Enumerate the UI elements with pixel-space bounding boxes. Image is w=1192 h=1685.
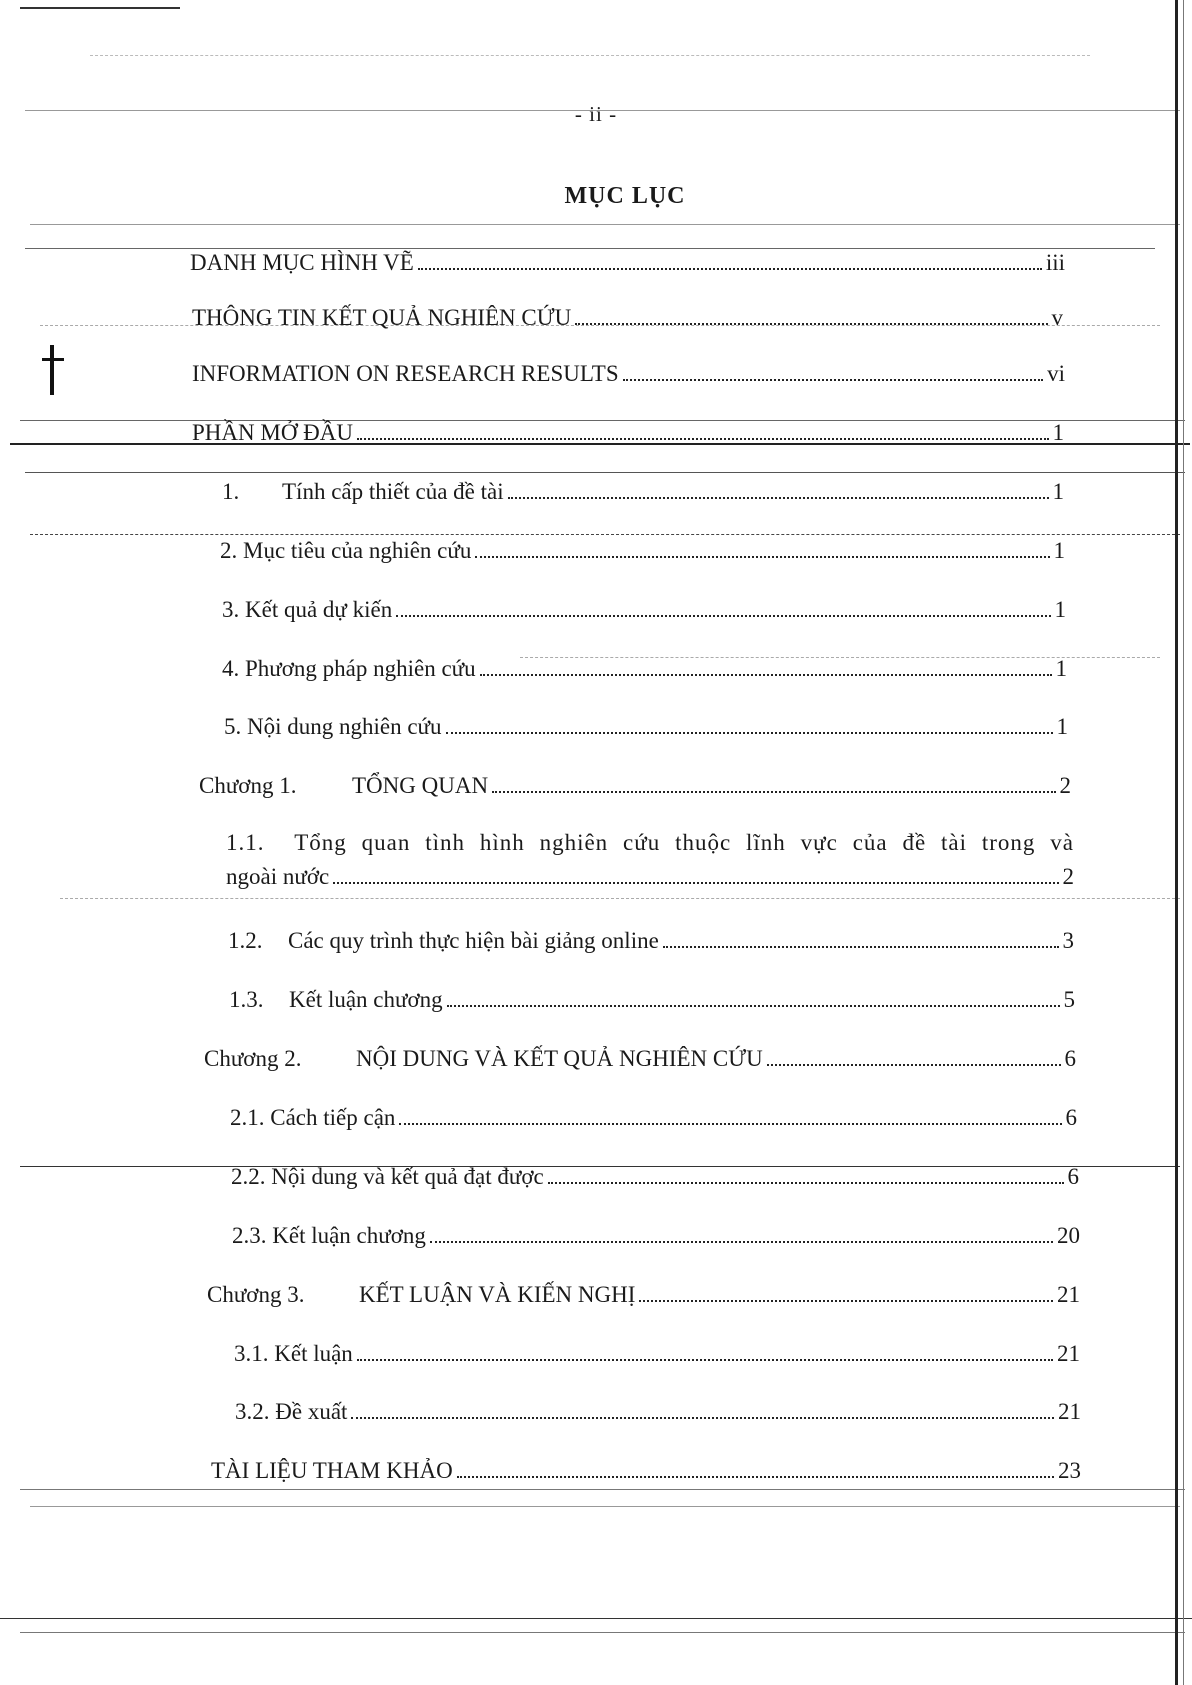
toc-entry-page: 3 xyxy=(1062,928,1074,953)
toc-entry-page: 6 xyxy=(1064,1046,1076,1071)
dot-leader xyxy=(475,556,1049,558)
toc-entry-title: Tổng quan tình hình nghiên cứu thuộc lĩnh vực của đề tài trong và xyxy=(294,830,1074,855)
toc-entry-title: KẾT LUẬN VÀ KIẾN NGHỊ xyxy=(359,1282,636,1307)
scan-line xyxy=(30,534,1180,535)
toc-entry[interactable] xyxy=(235,1397,1081,1427)
scan-line xyxy=(20,1632,1185,1633)
toc-entry[interactable] xyxy=(199,771,1071,801)
dot-leader xyxy=(639,1300,1053,1302)
scan-line xyxy=(20,1489,1185,1490)
dot-leader xyxy=(548,1182,1064,1184)
dot-leader xyxy=(457,1476,1054,1478)
toc-entry-page: 20 xyxy=(1057,1223,1080,1248)
scan-line xyxy=(30,1506,1180,1507)
toc-entry-number: 1. xyxy=(222,479,240,504)
toc-entry-title: Tính cấp thiết của đề tài xyxy=(282,479,504,504)
toc-entry-page: 2 xyxy=(1059,773,1071,798)
toc-entry[interactable] xyxy=(226,826,1074,894)
toc-entry[interactable] xyxy=(232,1221,1080,1251)
toc-entry-title: INFORMATION ON RESEARCH RESULTS xyxy=(192,361,619,386)
page-edge xyxy=(1183,0,1184,1685)
toc-entry-number: Chương 2. xyxy=(204,1046,302,1071)
dot-leader xyxy=(767,1064,1061,1066)
page-edge xyxy=(1175,0,1178,1685)
dot-leader xyxy=(351,1417,1054,1419)
scan-line xyxy=(0,1618,1192,1619)
scan-line xyxy=(60,898,1180,899)
toc-entry-page: 1 xyxy=(1056,714,1068,739)
toc-entry-title: 4. Phương pháp nghiên cứu xyxy=(222,656,476,681)
toc-entry-title: 3.2. Đề xuất xyxy=(235,1399,348,1424)
dot-leader xyxy=(575,323,1047,325)
toc-entry-title: Các quy trình thực hiện bài giảng online xyxy=(288,928,659,953)
toc-entry-title: 2.3. Kết luận chương xyxy=(232,1223,426,1248)
dot-leader xyxy=(663,946,1059,948)
toc-entry-number: 1.3. xyxy=(229,987,264,1012)
toc-entry-title: 3.1. Kết luận xyxy=(234,1341,353,1366)
toc-entry[interactable] xyxy=(220,536,1065,566)
toc-entry[interactable] xyxy=(231,1162,1079,1192)
toc-entry[interactable] xyxy=(190,248,1065,278)
toc-entry-title: TÀI LIỆU THAM KHẢO xyxy=(211,1458,453,1483)
toc-entry[interactable] xyxy=(192,418,1064,448)
toc-entry-page: 23 xyxy=(1058,1458,1081,1483)
toc-entry-title: 3. Kết quả dự kiến xyxy=(222,597,393,622)
toc-entry-number: 1.2. xyxy=(228,928,263,953)
toc-entry-number: Chương 1. xyxy=(199,773,297,798)
margin-mark xyxy=(50,345,54,395)
toc-entry[interactable] xyxy=(230,1103,1077,1133)
dot-leader xyxy=(492,791,1055,793)
page-title: MỤC LỤC xyxy=(564,183,686,209)
toc-entry-title: THÔNG TIN KẾT QUẢ NGHIÊN CỨU xyxy=(192,305,572,330)
scan-line xyxy=(30,224,1180,225)
toc-entry-title: 2. Mục tiêu của nghiên cứu xyxy=(220,538,472,563)
toc-entry[interactable] xyxy=(222,654,1067,684)
toc-entry[interactable] xyxy=(211,1456,1081,1486)
toc-entry-page: 5 xyxy=(1063,987,1075,1012)
toc-entry-page: vi xyxy=(1047,361,1065,386)
toc-entry-number: Chương 3. xyxy=(207,1282,305,1307)
margin-mark xyxy=(42,358,64,361)
dot-leader xyxy=(418,268,1042,270)
toc-entry-page: 21 xyxy=(1058,1399,1081,1424)
toc-entry-title: ngoài nước xyxy=(226,864,330,889)
toc-entry-title: 2.1. Cách tiếp cận xyxy=(230,1105,396,1130)
toc-entry-page: 2 xyxy=(1062,864,1074,889)
dot-leader xyxy=(447,1005,1060,1007)
page-number: - ii - xyxy=(574,102,618,126)
scan-line xyxy=(25,472,1185,473)
toc-entry-title: TỔNG QUAN xyxy=(352,773,489,798)
toc-entry-title: NỘI DUNG VÀ KẾT QUẢ NGHIÊN CỨU xyxy=(356,1046,763,1071)
dot-leader xyxy=(623,379,1043,381)
toc-entry[interactable] xyxy=(204,1044,1076,1074)
toc-entry[interactable] xyxy=(234,1339,1080,1369)
toc-entry[interactable] xyxy=(192,303,1063,333)
toc-entry[interactable] xyxy=(192,359,1065,389)
dot-leader xyxy=(333,882,1058,884)
toc-entry[interactable] xyxy=(224,712,1068,742)
dot-leader xyxy=(357,438,1048,440)
toc-entry-page: 1 xyxy=(1052,420,1064,445)
toc-entry-title-line1 xyxy=(226,826,1074,860)
toc-entry-page: 1 xyxy=(1055,656,1067,681)
scan-line xyxy=(20,7,180,9)
toc-entry-page: 21 xyxy=(1057,1282,1080,1307)
toc-entry-page: 1 xyxy=(1053,538,1065,563)
toc-entry-title: Kết luận chương xyxy=(289,987,443,1012)
toc-entry-title-line2 xyxy=(226,860,1074,894)
dot-leader xyxy=(480,674,1052,676)
toc-entry-page: v xyxy=(1051,305,1063,330)
scan-line xyxy=(90,55,1090,56)
toc-entry-page: 6 xyxy=(1065,1105,1077,1130)
toc-entry[interactable] xyxy=(229,985,1075,1015)
toc-entry[interactable] xyxy=(228,926,1074,956)
toc-entry-title: PHẦN MỞ ĐẦU xyxy=(192,420,354,445)
dot-leader xyxy=(399,1123,1061,1125)
dot-leader xyxy=(357,1359,1053,1361)
toc-entry-page: 1 xyxy=(1054,597,1066,622)
toc-entry-title: DANH MỤC HÌNH VẼ xyxy=(190,250,414,275)
toc-entry-title: 5. Nội dung nghiên cứu xyxy=(224,714,442,739)
toc-entry[interactable] xyxy=(222,477,1064,507)
toc-entry-number: 1.1. xyxy=(226,830,265,855)
toc-entry[interactable] xyxy=(222,595,1066,625)
dot-leader xyxy=(396,615,1050,617)
dot-leader xyxy=(430,1241,1053,1243)
dot-leader xyxy=(508,497,1049,499)
toc-entry-page: 1 xyxy=(1052,479,1064,504)
toc-entry-page: iii xyxy=(1045,250,1065,275)
toc-entry-page: 21 xyxy=(1057,1341,1080,1366)
toc-entry-title: 2.2. Nội dung và kết quả đạt được xyxy=(231,1164,544,1189)
toc-entry-page: 6 xyxy=(1067,1164,1079,1189)
dot-leader xyxy=(446,732,1053,734)
toc-entry[interactable] xyxy=(207,1280,1080,1310)
